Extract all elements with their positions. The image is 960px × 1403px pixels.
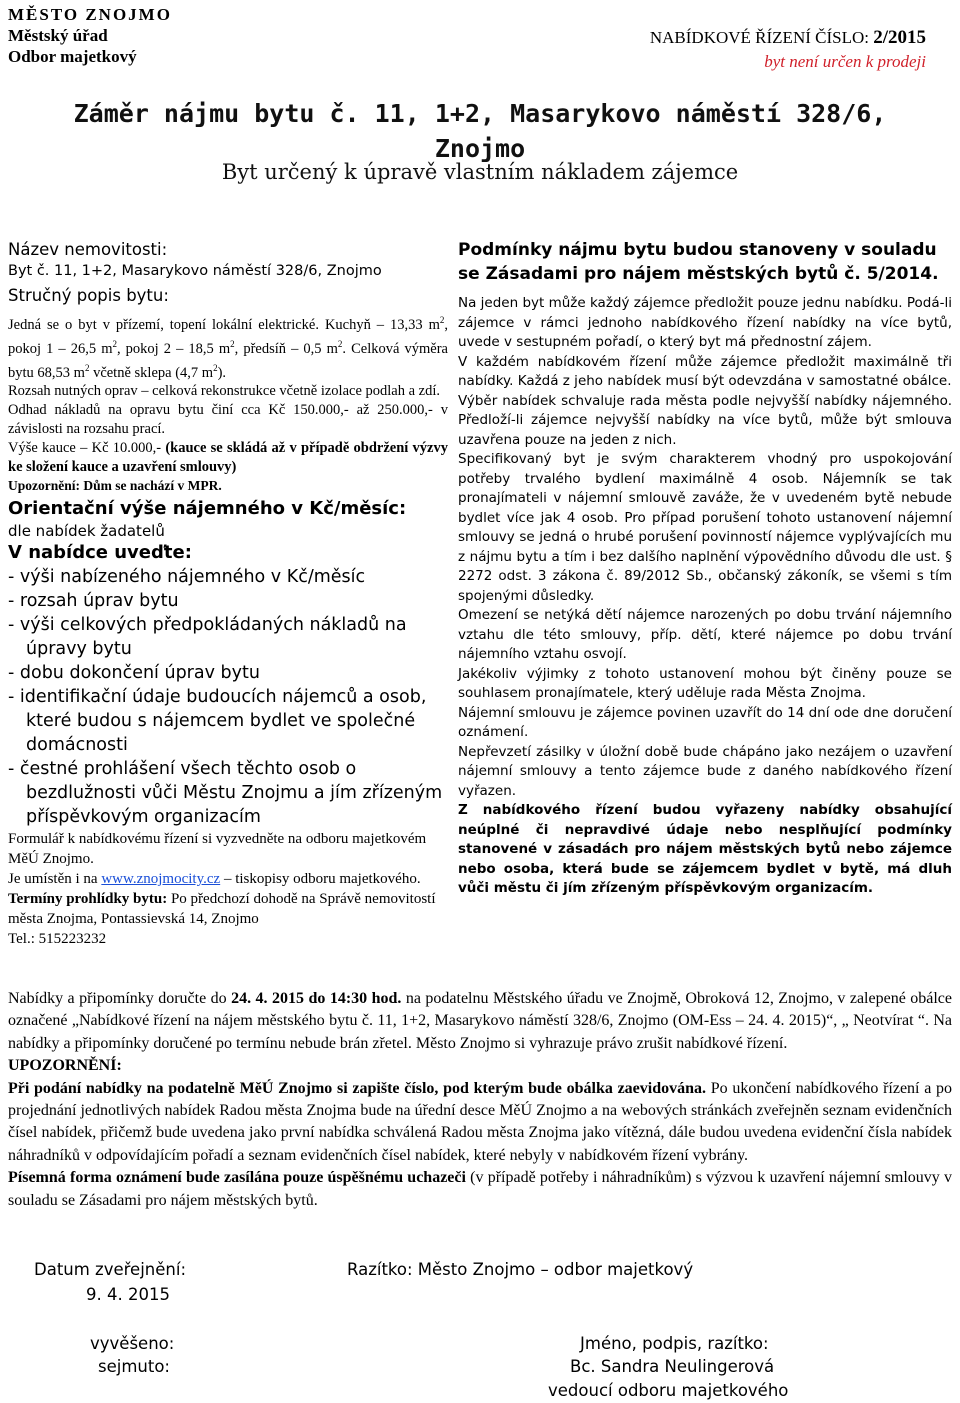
repairs-text: Rozsah nutných oprav – celková rekonstrukce včetně izolace podlah a zdí.: [8, 383, 441, 400]
warning-text: Při podání nabídky na podatelně MěÚ Znojmo si zapište číslo, pod kterým bude obálka zaevidována. Po ukončení nabídkového řízení a po projednání jednotlivých nabídek Radou města Znojma bude na úřední desce MěÚ Znojmo a na webových stránkách zveřejněn seznam evidenčních čísel nabídek, přičemž bude uvedena jako první nabídka schválená Radou města Znojma jako vítězná, dále budou uvedena evidenční čísla nabídek náhradníků v odpovídajícím pořadí a seznam evidenčních čísel nabídek, které nebyly v nabídkovém řízení vybrány.: [8, 1079, 953, 1164]
condition-paragraph: Na jeden byt může každý zájemce předložit pouze jednu nabídku. Podá-li zájemce v rámci jednoho nabídkového řízení nabídky na více bytů, uvede v sestupném pořadí, o který byt má přednostní zájem.: [458, 295, 952, 350]
signature-label: Jméno, podpis, razítko:: [580, 1334, 769, 1353]
property-name-value: Byt č. 11, 1+2, Masarykovo náměstí 328/6, Znojmo: [8, 263, 382, 279]
stamp-text: Razítko: Město Znojmo – odbor majetkový: [347, 1260, 694, 1279]
left-column: [8, 238, 448, 949]
rent-value: dle nabídek žadatelů: [8, 522, 165, 541]
deposit-text: Výše kauce – Kč 10.000,- (kauce se skládá až v případě obdržení výzvy ke složení kauce a uzavření smlouvy): [8, 440, 448, 476]
list-item: - výši celkových předpokládaných nákladů na úpravy bytu: [8, 615, 407, 660]
header-right: [650, 26, 926, 74]
exclusion-paragraph: Z nabídkového řízení budou vyřazeny nabídky obsahující neúplné či nepravdivé údaje nebo nesplňující podmínky stanovené v zásadách pro nájem městských bytů nebo zájemce nebo osoba, která bude se zájemcem bydlet v bytě, má dluh vůči městu či jím zřízeným příspěvkovým organizacím.: [458, 802, 952, 896]
description-heading: Stručný popis bytu:: [8, 286, 169, 305]
description-text: Jedná se o byt v přízemí, topení lokální elektrické. Kuchyň – 13,33 $m^2$, pokoj 1 – 26,5 $m^2$, pokoj 2 – 18,5 $m^2$, předsíň – 0,5 $m^2$. Celková výměra bytu 68,53 $m^2$ včetně sklepa (4,7 $m^2$).: [8, 315, 448, 381]
publication-date-label: Datum zveřejnění:: [34, 1260, 187, 1279]
visit-text: Termíny prohlídky bytu: Po předchozí dohodě na Správě nemovitostí města Znojma, Pontassievská 14, Znojmo: [8, 891, 436, 928]
page-subtitle: Byt určený k úpravě vlastním nákladem zájemce: [221, 160, 739, 184]
signatory-name: Bc. Sandra Neulingerová: [570, 1357, 775, 1376]
publication-date: 9. 4. 2015: [86, 1285, 170, 1304]
town-name: MĚSTO ZNOJMO: [8, 5, 172, 24]
condition-paragraph: Výběr nabídek schvaluje rada města podle nejvyšší nabídky nájemného. Předloží-li zájemce nejvyšší nabídky na více bytů, může být smlouva uzavřena pouze na jeden z nich.: [458, 392, 952, 448]
procedure-label: NABÍDKOVÉ ŘÍZENÍ ČÍSLO:: [649, 28, 869, 47]
form-link-text: Je umístěn i na www.znojmocity.cz – tiskopisy odboru majetkového.: [8, 871, 421, 888]
list-item: - dobu dokončení úprav bytu: [8, 663, 260, 684]
header-left: [8, 4, 172, 67]
signatory-role: vedoucí odboru majetkového: [548, 1381, 789, 1400]
bottom-section: [8, 988, 952, 1212]
procedure-number: 2/2015: [873, 27, 926, 48]
department-name: Odbor majetkový: [8, 47, 137, 66]
property-name-heading: Název nemovitosti:: [8, 240, 168, 259]
list-item: - identifikační údaje budoucích nájemců a osob, které budou s nájemcem bydlet ve společné domácnosti: [8, 687, 427, 756]
delivery-text: Nabídky a připomínky doručte do 24. 4. 2015 do 14:30 hod. na podatelnu Městského úřadu ve Znojmě, Obroková 12, Znojmo, v zalepené obálce označené „Nabídkové řízení na nájem městského bytu č. 11, 1+2, Masarykovo náměstí 328/6, Znojmo (OM-Ess – 24. 4. 2015)“, „ Neotvírat “. Na nabídky a připomínky doručené po termínu nebude brán zřetel. Město Znojmo si vyhrazuje právo zrušit nabídkové řízení.: [8, 990, 953, 1052]
list-item: - čestné prohlášení všech těchto osob o bezdlužnosti vůči Městu Znojmu a jím zřízeným příspěvkovým organizacím: [8, 759, 443, 828]
condition-paragraph: Jakékoliv výjimky z tohoto ustanovení mohou být činěny pouze se souhlasem pronajímatele, který uděluje rada Města Znojma.: [458, 665, 952, 701]
title-line-2: Znojmo: [434, 134, 526, 163]
offer-heading: V nabídce uveďte:: [8, 542, 192, 564]
website-link[interactable]: www.znojmocity.cz: [101, 871, 221, 888]
title-line-1: Záměr nájmu bytu č. 11, 1+2, Masarykovo náměstí 328/6,: [73, 99, 887, 128]
office-name: Městský úřad: [8, 26, 108, 45]
condition-paragraph: Nájemní smlouvu je zájemce povinen uzavřít do 14 dní ode dne doručení oznámení.: [458, 704, 952, 740]
page-title: [0, 96, 960, 166]
warning-heading: UPOZORNĚNÍ:: [8, 1057, 122, 1075]
not-for-sale-note: byt není určen k prodeji: [764, 52, 926, 71]
rent-heading: Orientační výše nájemného v Kč/měsíc:: [8, 498, 407, 520]
posted-label: vyvěšeno:: [90, 1334, 175, 1353]
offer-list: [8, 565, 448, 829]
phone-text: Tel.: 515223232: [8, 931, 107, 948]
form-text: Formulář k nabídkovému řízení si vyzvedněte na odboru majetkovém MěÚ Znojmo.: [8, 831, 427, 868]
mpr-warning: Upozornění: Dům se nachází v MPR.: [8, 478, 222, 494]
list-item: - výši nabízeného nájemného v Kč/měsíc: [8, 567, 366, 588]
right-column: [458, 238, 952, 899]
condition-paragraph: Specifikovaný byt je svým charakterem vhodný pro uspokojování potřeby trvalého bydlení maximálně 4 osob. Nájemník se tak pronajímateli v nájemní smlouvě zaváže, že v uvedeném bytě nebude bydlet více jak 4 osob. Pro případ porušení tohoto ustanovení nájemní smlouvy se jedná o hrubé porušení povinností nájemce vyplývajících mu z nájmu bytu a tím i bez dalšího naplnění výpovědního důvodu dle ust. § 2272 odst. 3 zákona č. 89/2012 Sb., občanský zákoník, se všemi s tím spojenými důsledky.: [458, 451, 952, 604]
written-notice-text: Písemná forma oznámení bude zasílána pouze úspěšnému uchazeči (v případě potřeby i náhradníkům) s výzvou k uzavření nájemní smlouvy v souladu se Zásadami pro nájem městských bytů.: [8, 1169, 953, 1209]
condition-paragraph: Nepřevzetí zásilky v úložní době bude chápáno jako nezájem o uzavření nájemní smlouvy a tento zájemce bude z daného nabídkového řízení vyřazen.: [458, 743, 952, 799]
list-item: - rozsah úprav bytu: [8, 591, 179, 612]
costs-text: Odhad nákladů na opravu bytu činí cca Kč 150.000,- až 250.000,- v závislosti na rozsahu prací.: [8, 402, 448, 438]
conditions-heading: Podmínky nájmu bytu budou stanoveny v souladu se Zásadami pro nájem městských bytů č. 5/2014.: [458, 240, 939, 284]
condition-paragraph: Omezení se netýká dětí nájemce narozených po dobu trvání nájemního vztahu dle této smlouvy, příp. dětí, které nájemce po dobu trvání nájemního vztahu osvojí.: [458, 607, 952, 662]
removed-label: sejmuto:: [98, 1357, 170, 1376]
condition-paragraph: V každém nabídkovém řízení může zájemce předložit maximálně tři nabídky. Každá z jeho nabídek musí být odevzdána v samostatné obálce.: [458, 353, 952, 389]
